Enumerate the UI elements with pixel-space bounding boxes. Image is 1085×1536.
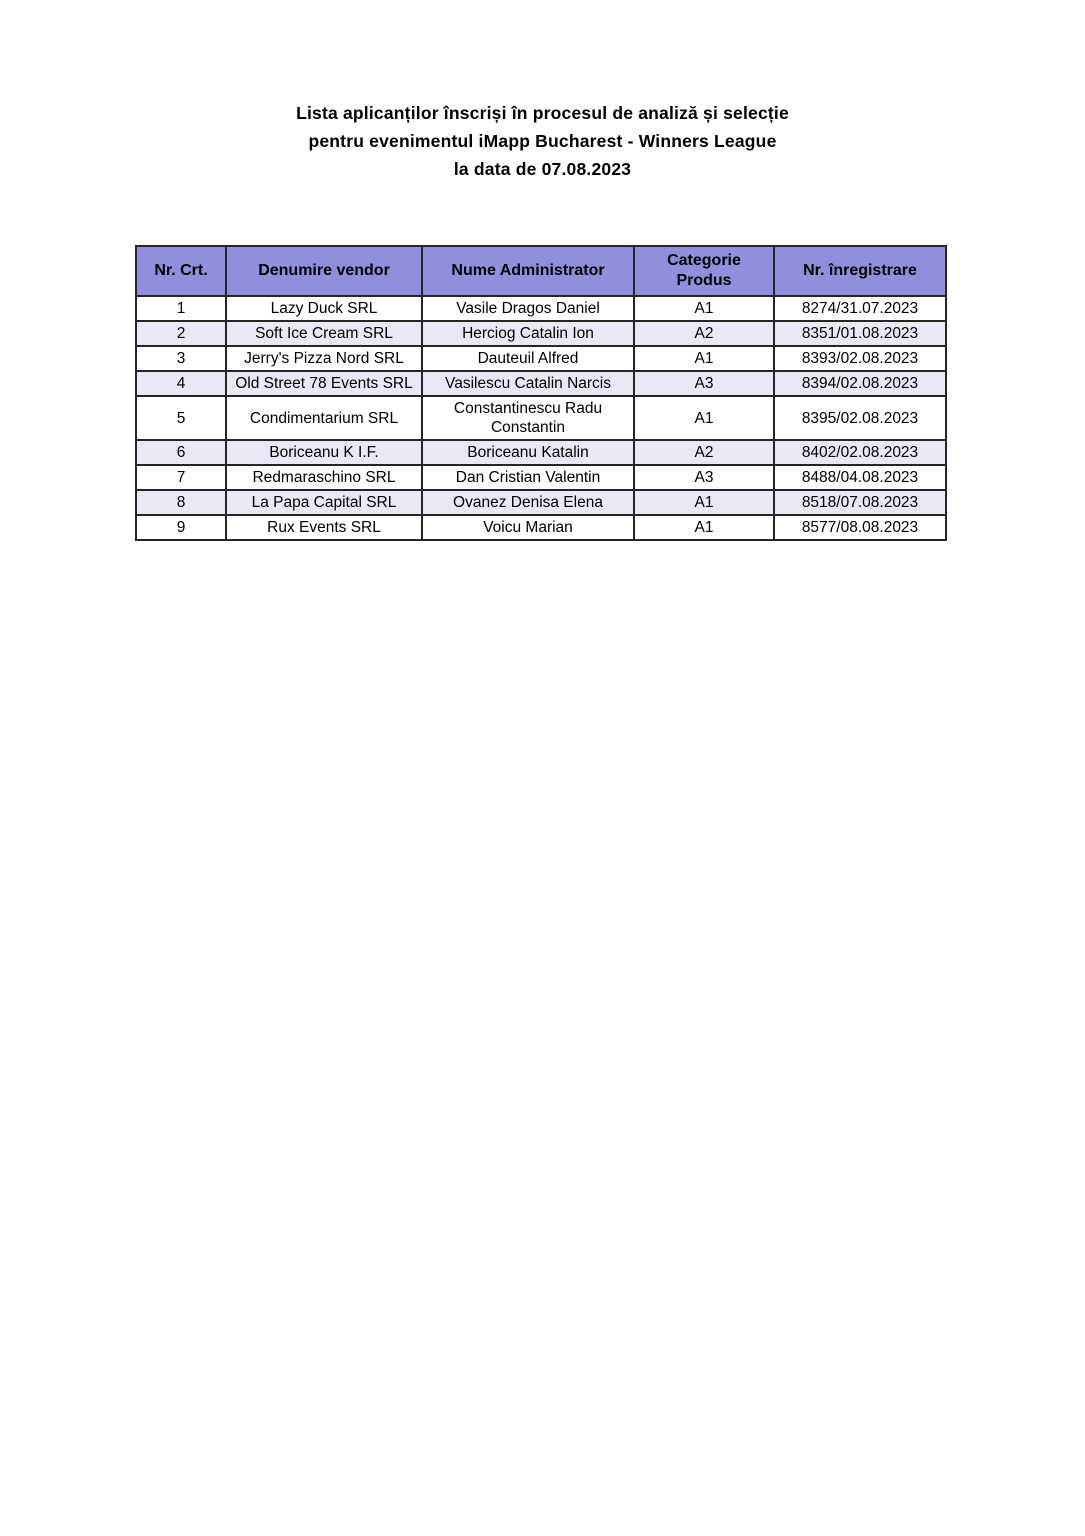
cell-nr: 8 <box>136 490 226 515</box>
table-row <box>136 371 946 396</box>
cell-nr: 9 <box>136 515 226 540</box>
applicants-table-container <box>135 245 1085 541</box>
cell-nr-inregistrare: 8518/07.08.2023 <box>774 490 946 515</box>
cell-denumire-vendor: Lazy Duck SRL <box>226 296 422 321</box>
cell-categorie-produs: A1 <box>634 396 774 440</box>
cell-nr: 2 <box>136 321 226 346</box>
cell-nume-administrator: Dauteuil Alfred <box>422 346 634 371</box>
cell-nr-inregistrare: 8488/04.08.2023 <box>774 465 946 490</box>
document-title-line-2: pentru evenimentul iMapp Bucharest - Winners League <box>308 131 777 151</box>
column-header-nr-inregistrare: Nr. înregistrare <box>774 246 946 296</box>
cell-denumire-vendor: Soft Ice Cream SRL <box>226 321 422 346</box>
cell-nr-inregistrare: 8402/02.08.2023 <box>774 440 946 465</box>
cell-nume-administrator: Vasilescu Catalin Narcis <box>422 371 634 396</box>
cell-nume-administrator: Boriceanu Katalin <box>422 440 634 465</box>
applicants-table <box>135 245 947 541</box>
cell-nr-inregistrare: 8351/01.08.2023 <box>774 321 946 346</box>
cell-nr: 7 <box>136 465 226 490</box>
cell-categorie-produs: A1 <box>634 346 774 371</box>
cell-nr: 6 <box>136 440 226 465</box>
cell-denumire-vendor: La Papa Capital SRL <box>226 490 422 515</box>
table-row <box>136 396 946 440</box>
cell-nume-administrator: Dan Cristian Valentin <box>422 465 634 490</box>
cell-nume-administrator: Ovanez Denisa Elena <box>422 490 634 515</box>
cell-nr: 5 <box>136 396 226 440</box>
cell-denumire-vendor: Condimentarium SRL <box>226 396 422 440</box>
cell-nr-inregistrare: 8394/02.08.2023 <box>774 371 946 396</box>
table-row <box>136 346 946 371</box>
cell-denumire-vendor: Old Street 78 Events SRL <box>226 371 422 396</box>
cell-categorie-produs: A3 <box>634 371 774 396</box>
cell-categorie-produs: A1 <box>634 490 774 515</box>
cell-categorie-produs: A2 <box>634 440 774 465</box>
cell-categorie-produs: A3 <box>634 465 774 490</box>
cell-nr-inregistrare: 8577/08.08.2023 <box>774 515 946 540</box>
cell-denumire-vendor: Jerry's Pizza Nord SRL <box>226 346 422 371</box>
column-header-nr-crt: Nr. Crt. <box>136 246 226 296</box>
cell-categorie-produs: A2 <box>634 321 774 346</box>
cell-nr-inregistrare: 8274/31.07.2023 <box>774 296 946 321</box>
table-header-row <box>136 246 946 296</box>
cell-nr: 4 <box>136 371 226 396</box>
column-header-denumire-vendor: Denumire vendor <box>226 246 422 296</box>
table-row <box>136 440 946 465</box>
table-body <box>136 296 946 540</box>
document-title-line-1: Lista aplicanților înscriși în procesul de analiză și selecție <box>296 103 789 123</box>
cell-nr: 1 <box>136 296 226 321</box>
cell-nume-administrator: Vasile Dragos Daniel <box>422 296 634 321</box>
document-title-line-3: la data de 07.08.2023 <box>453 159 632 179</box>
cell-denumire-vendor: Boriceanu K I.F. <box>226 440 422 465</box>
column-header-nume-administrator: Nume Administrator <box>422 246 634 296</box>
cell-categorie-produs: A1 <box>634 296 774 321</box>
cell-nume-administrator: Voicu Marian <box>422 515 634 540</box>
document-title <box>0 0 1085 183</box>
cell-nr-inregistrare: 8393/02.08.2023 <box>774 346 946 371</box>
table-row <box>136 296 946 321</box>
cell-categorie-produs: A1 <box>634 515 774 540</box>
cell-nr: 3 <box>136 346 226 371</box>
table-row <box>136 515 946 540</box>
cell-denumire-vendor: Rux Events SRL <box>226 515 422 540</box>
table-row <box>136 465 946 490</box>
cell-nume-administrator: Constantinescu Radu Constantin <box>422 396 634 440</box>
table-row <box>136 321 946 346</box>
cell-nume-administrator: Herciog Catalin Ion <box>422 321 634 346</box>
cell-denumire-vendor: Redmaraschino SRL <box>226 465 422 490</box>
column-header-categorie-produs: Categorie Produs <box>634 246 774 296</box>
cell-nr-inregistrare: 8395/02.08.2023 <box>774 396 946 440</box>
table-row <box>136 490 946 515</box>
